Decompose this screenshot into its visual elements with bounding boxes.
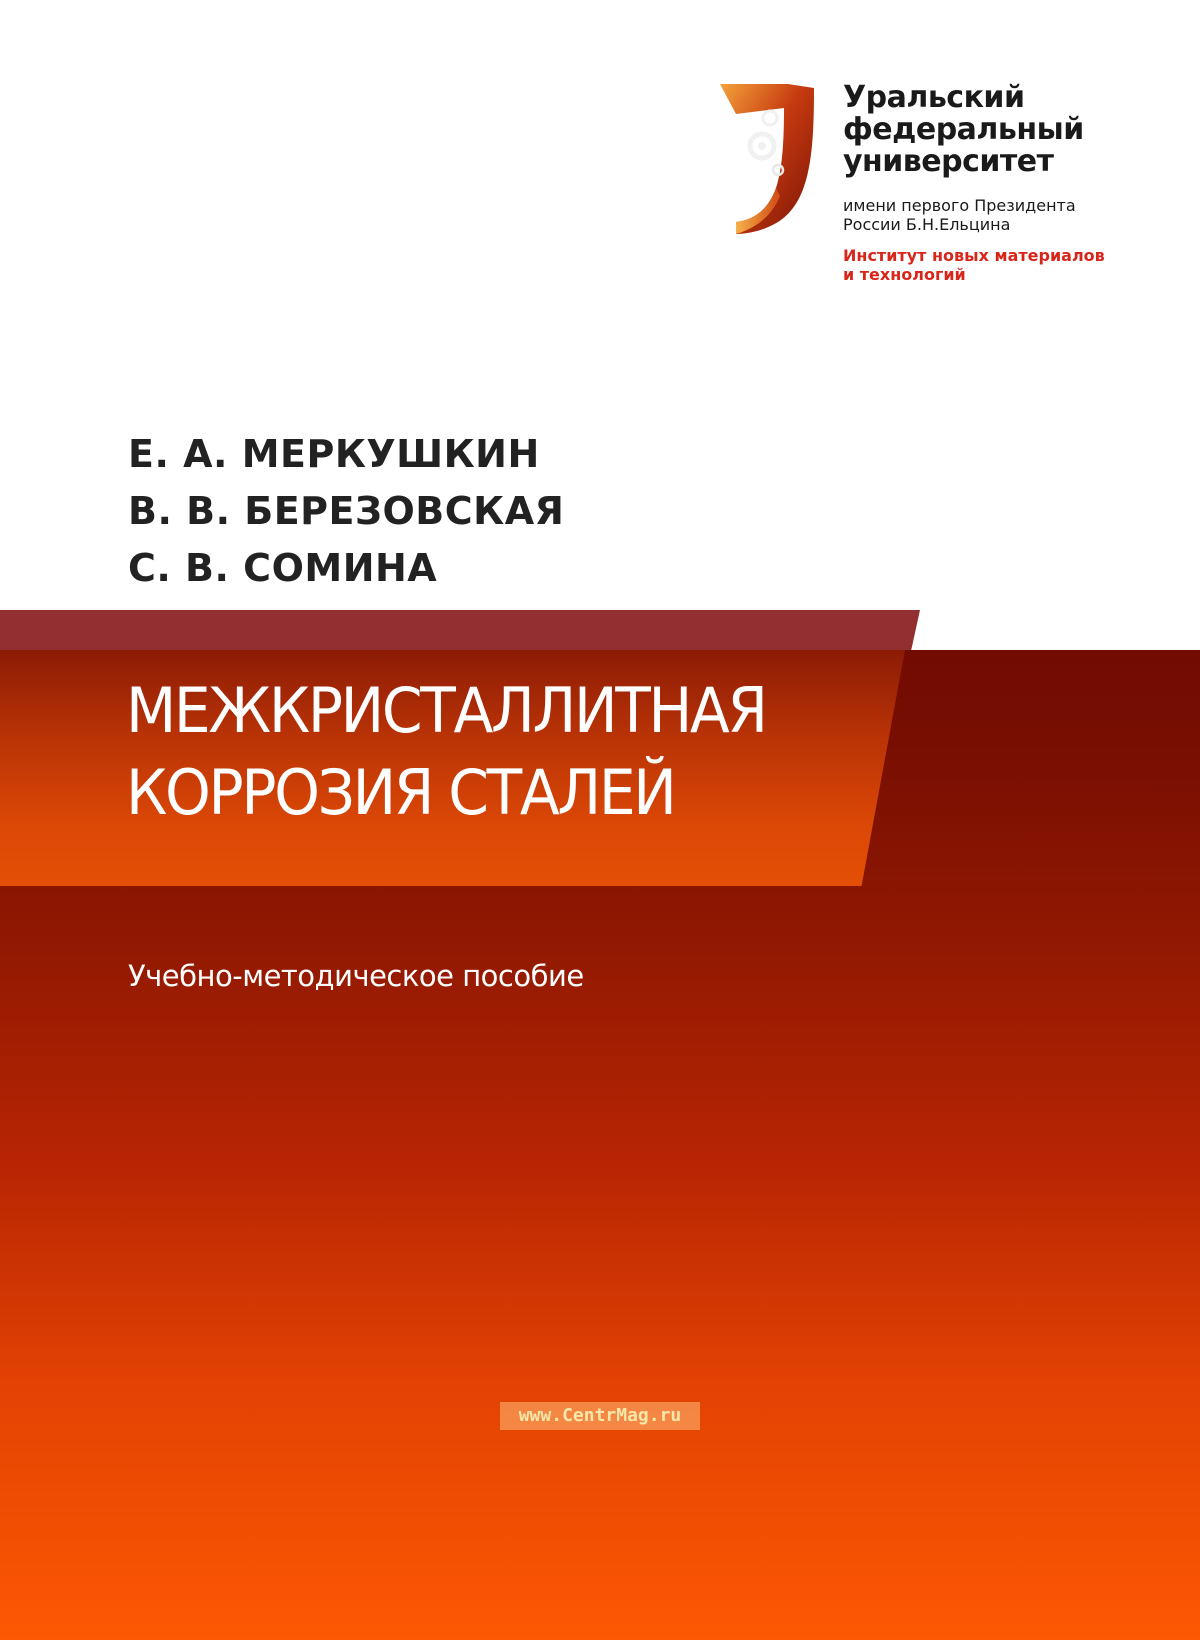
university-name bbox=[843, 82, 1084, 178]
book-title-line-2: КОРРОЗИЯ СТАЛЕЙ bbox=[126, 756, 675, 829]
author-3: С. В. СОМИНА bbox=[128, 546, 438, 590]
watermark: www.CentrMag.ru bbox=[500, 1402, 700, 1430]
author-1: Е. А. МЕРКУШКИН bbox=[128, 432, 540, 476]
institute-name-line-1: Институт новых материалов bbox=[843, 246, 1105, 265]
book-title bbox=[126, 670, 766, 834]
book-title-line-1: МЕЖКРИСТАЛЛИТНАЯ bbox=[126, 674, 766, 747]
book-type: Учебно-методическое пособие bbox=[128, 959, 584, 993]
institute-name bbox=[843, 246, 1105, 284]
university-name-line-2: федеральный bbox=[843, 112, 1084, 147]
university-name-line-3: университет bbox=[843, 144, 1054, 179]
university-subtitle bbox=[843, 196, 1076, 234]
authors-list bbox=[128, 426, 564, 597]
university-name-line-1: Уральский bbox=[843, 80, 1025, 115]
ural-federal-university-logo-icon bbox=[718, 84, 818, 236]
university-subtitle-line-2: России Б.Н.Ельцина bbox=[843, 215, 1011, 234]
university-subtitle-line-1: имени первого Президента bbox=[843, 196, 1076, 215]
decorative-band bbox=[0, 610, 920, 652]
institute-name-line-2: и технологий bbox=[843, 265, 966, 284]
author-2: В. В. БЕРЕЗОВСКАЯ bbox=[128, 489, 565, 533]
